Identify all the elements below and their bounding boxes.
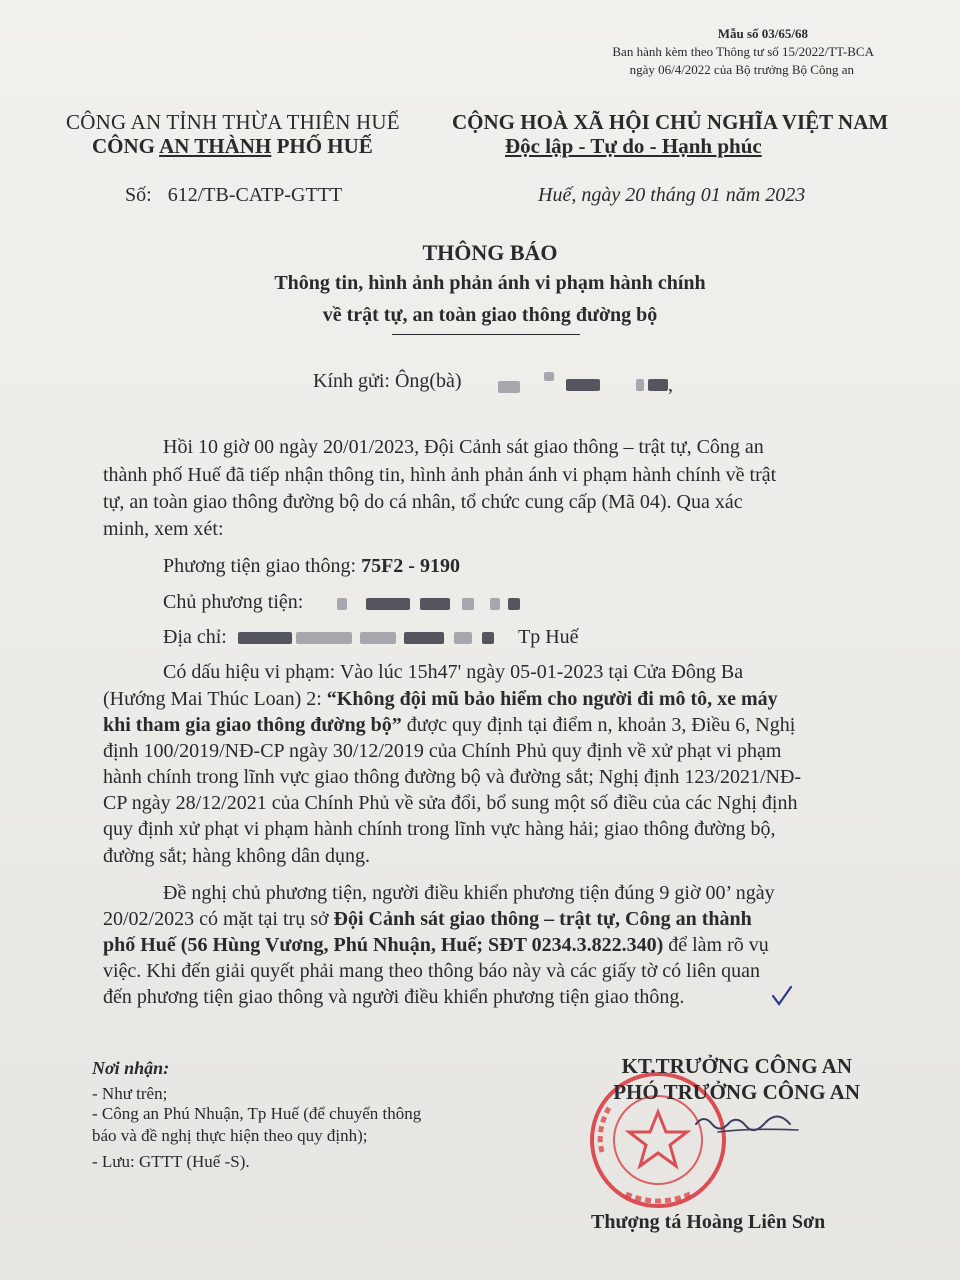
country-name: CỘNG HOÀ XÃ HỘI CHỦ NGHĨA VIỆT NAM — [452, 110, 889, 134]
redaction-mark — [366, 598, 410, 610]
paragraph-line: thành phố Huế đã tiếp nhận thông tin, hình ảnh phản ánh vi phạm hành chính về trật — [103, 464, 777, 486]
redaction-mark — [636, 379, 644, 391]
redaction-mark — [420, 598, 450, 610]
paragraph-line: đến phương tiện giao thông và người điều khiển phương tiện giao thông. — [103, 986, 685, 1008]
legal-basis: được quy định tại điểm n, khoản 3, Điều 6, Nghị — [401, 714, 796, 736]
recipients-heading: Nơi nhận: — [92, 1058, 170, 1078]
pen-tick-mark-icon — [770, 984, 794, 1008]
paragraph-line: quy định xử phạt vi phạm hành chính trong lĩnh vực hàng hải; giao thông đường bộ, — [103, 818, 776, 840]
recipient-line: - Lưu: GTTT (Huế -S). — [92, 1152, 250, 1171]
recipient-line: báo và đề nghị thực hiện theo quy định); — [92, 1126, 368, 1145]
signature-title-line2: PHÓ TRƯỞNG CÔNG AN — [613, 1080, 860, 1104]
redaction-mark — [566, 379, 600, 391]
title-underline — [392, 334, 580, 335]
redaction-mark — [544, 372, 554, 381]
paragraph-line: việc. Khi đến giải quyết phải mang theo thông báo này và các giấy tờ có liên quan — [103, 960, 761, 982]
redaction-mark — [296, 632, 352, 644]
appointment-date: 20/02/2023 có mặt tại trụ sở — [103, 908, 334, 930]
national-motto: Độc lập - Tự do - Hạnh phúc — [505, 134, 762, 158]
redaction-mark — [462, 598, 474, 610]
violation-location: (Hướng Mai Thúc Loan) 2: — [103, 688, 327, 710]
recipient-line: - Như trên; — [92, 1084, 168, 1103]
paragraph-line — [103, 932, 769, 958]
paragraph-line: Có dấu hiệu vi phạm: Vào lúc 15h47' ngày 05-01-2023 tại Cửa Đông Ba — [163, 661, 744, 683]
purpose: để làm rõ vụ — [663, 934, 769, 956]
document-number-label: Số: — [125, 184, 152, 206]
paragraph-line: Hồi 10 giờ 00 ngày 20/01/2023, Đội Cảnh sát giao thông – trật tự, Công an — [163, 436, 764, 458]
document-number-value: 612/TB-CATP-GTTT — [167, 184, 343, 206]
redaction-mark — [648, 379, 668, 391]
paragraph-line — [103, 686, 778, 712]
redaction-mark — [238, 632, 292, 644]
redaction-mark — [404, 632, 444, 644]
address-city: Tp Huế — [518, 626, 579, 648]
paragraph-line: hành chính trong lĩnh vực giao thông đường bộ và đường sắt; Nghị định 123/2021/NĐ- — [103, 766, 802, 788]
violation-description-end: khi tham gia giao thông đường bộ” — [103, 714, 402, 736]
paragraph-line: định 100/2019/NĐ-CP ngày 30/12/2019 của Chính Phủ quy định về xử phạt vi phạm — [103, 740, 782, 762]
paragraph-line: Đề nghị chủ phương tiện, người điều khiển phương tiện đúng 9 giờ 00’ ngày — [163, 882, 775, 904]
vehicle-label: Phương tiện giao thông: — [163, 555, 362, 577]
redaction-mark — [360, 632, 396, 644]
address-label: Địa chỉ: — [163, 626, 227, 648]
redaction-mark — [490, 598, 500, 610]
handwritten-signature-icon — [690, 1100, 810, 1150]
redaction-mark — [454, 632, 472, 644]
greeting — [313, 370, 462, 393]
vehicle-line — [163, 553, 460, 579]
paragraph-line — [103, 906, 752, 932]
paragraph-line: CP ngày 28/12/2021 của Chính Phủ về sửa đổi, bổ sung một số điều của các Nghị định — [103, 792, 798, 814]
signer-name: Thượng tá Hoàng Liên Sơn — [591, 1211, 826, 1233]
document-title: THÔNG BÁO — [422, 240, 558, 265]
vehicle-plate: 75F2 - 9190 — [361, 555, 460, 577]
redaction-mark — [508, 598, 520, 610]
place-date: Huế, ngày 20 tháng 01 năm 2023 — [538, 184, 806, 206]
form-note-line2: ngày 06/4/2022 của Bộ trưởng Bộ Công an — [629, 62, 854, 77]
signature-title-line1: KT.TRƯỞNG CÔNG AN — [621, 1054, 852, 1078]
office-address: phố Huế (56 Hùng Vương, Phú Nhuận, Huế; SĐT 0234.3.822.340) — [103, 934, 664, 956]
document-subtitle-line1: Thông tin, hình ảnh phản ánh vi phạm hành chính — [274, 272, 706, 294]
greeting-suffix: , — [668, 374, 673, 396]
redaction-mark — [482, 632, 494, 644]
form-number: Mẫu số 03/65/68 — [717, 26, 808, 41]
paragraph-line: đường sắt; hàng không dân dụng. — [103, 845, 370, 867]
paragraph-line: minh, xem xét: — [103, 518, 224, 540]
paragraph-line: tự, an toàn giao thông đường bộ do cá nhân, tổ chức cung cấp (Mã 04). Qua xác — [103, 491, 743, 513]
redaction-mark — [498, 381, 520, 393]
redaction-mark — [337, 598, 347, 610]
violation-description: “Không đội mũ bảo hiểm cho người đi mô tô, xe máy — [326, 688, 778, 710]
agency-name-part3: PHỐ HUẾ — [271, 134, 373, 158]
form-note-line1: Ban hành kèm theo Thông tư số 15/2022/TT-BCA — [612, 44, 874, 59]
owner-label: Chủ phương tiện: — [163, 591, 304, 613]
agency-name — [92, 134, 373, 159]
recipient-line: - Công an Phú Nhuận, Tp Huế (để chuyển thông — [92, 1104, 422, 1123]
agency-name-part2: AN THÀNH — [159, 134, 272, 158]
office-name: Đội Cảnh sát giao thông – trật tự, Công an thành — [333, 908, 752, 930]
document-number — [125, 184, 342, 207]
document-subtitle-line2: về trật tự, an toàn giao thông đường bộ — [322, 304, 658, 326]
agency-name-part1: CÔNG — [92, 134, 160, 158]
agency-parent: CÔNG AN TỈNH THỪA THIÊN HUẾ — [66, 110, 400, 134]
paragraph-line — [103, 712, 795, 738]
greeting-label: Kính gửi: Ông(bà) — [313, 370, 462, 392]
